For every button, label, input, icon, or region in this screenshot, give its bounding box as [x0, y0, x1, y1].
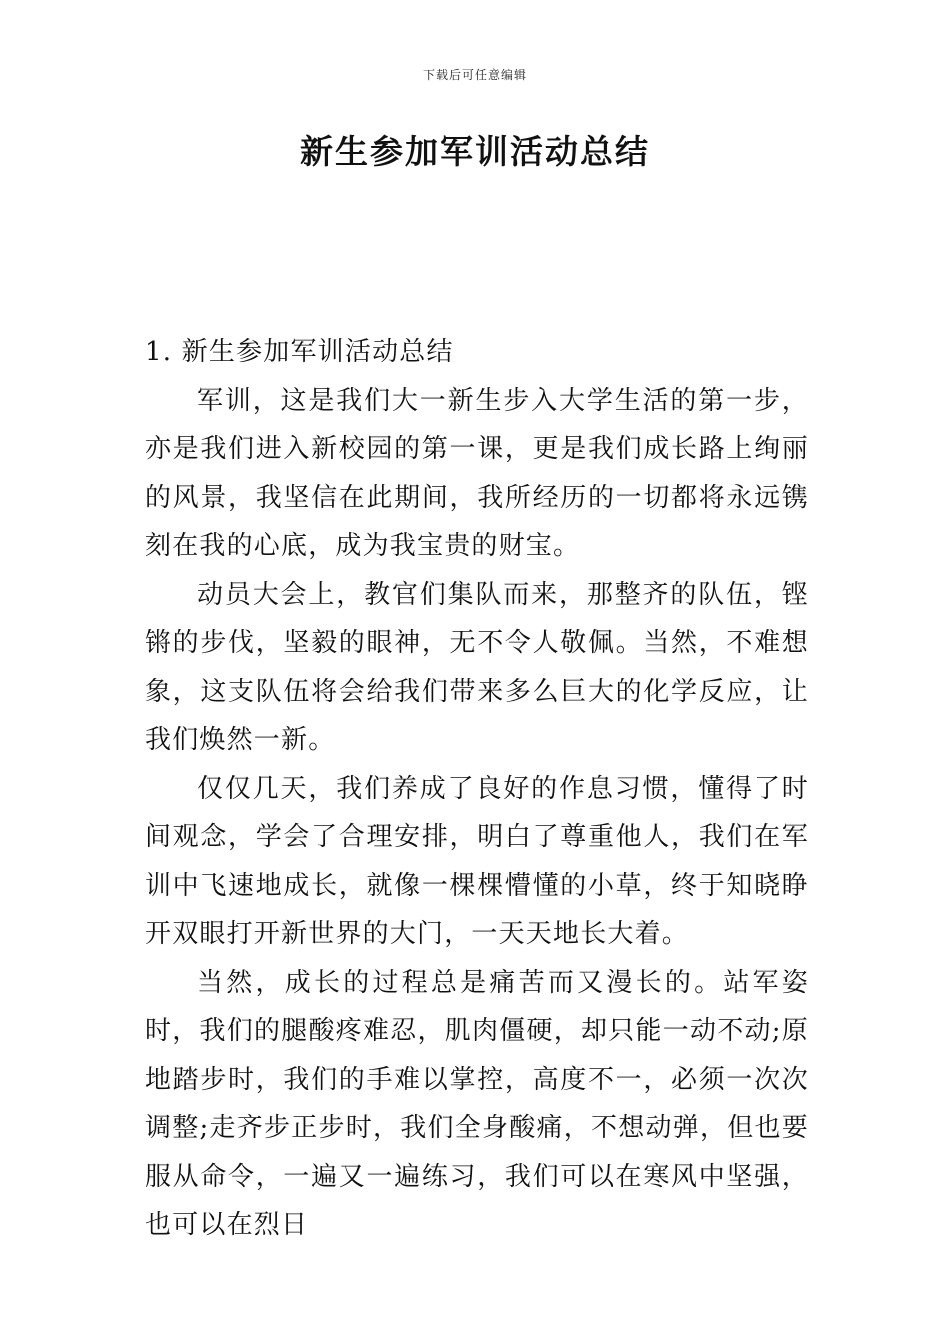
- paragraph: 仅仅几天，我们养成了良好的作息习惯，懂得了时间观念，学会了合理安排，明白了尊重他人，我们在军训中飞速地成长，就像一棵棵懵懂的小草，终于知晓睁开双眼打开新世界的大门，一天天地长大着。: [145, 773, 809, 949]
- document-title: 新生参加军训活动总结: [300, 132, 650, 171]
- paragraph: 动员大会上，教官们集队而来，那整齐的队伍，铿锵的步伐，坚毅的眼神，无不令人敬佩。当然，不难想象，这支队伍将会给我们带来多么巨大的化学反应，让我们焕然一新。: [145, 579, 809, 755]
- header-note: 下载后可任意编辑: [422, 68, 527, 82]
- document-body: [145, 328, 809, 1250]
- section-heading: 1. 新生参加军训活动总结: [145, 337, 454, 367]
- paragraph: 当然，成长的过程总是痛苦而又漫长的。站军姿时，我们的腿酸疼难忍，肌肉僵硬，却只能一动不动;原地踏步时，我们的手难以掌控，高度不一，必须一次次调整;走齐步正步时，我们全身酸痛，不想动弹，但也要服从命令，一遍又一遍练习，我们可以在寒风中坚强，也可以在烈日: [145, 967, 809, 1240]
- paragraph: 军训，这是我们大一新生步入大学生活的第一步，亦是我们进入新校园的第一课，更是我们成长路上绚丽的风景，我坚信在此期间，我所经历的一切都将永远镌刻在我的心底，成为我宝贵的财宝。: [145, 385, 809, 561]
